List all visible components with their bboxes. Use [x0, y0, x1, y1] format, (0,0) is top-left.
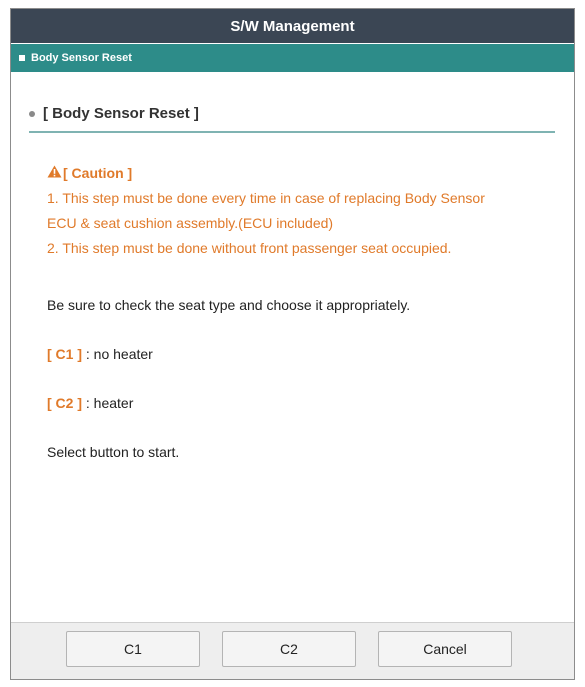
- sw-management-dialog: [10, 8, 575, 680]
- c2-description: [47, 395, 133, 411]
- caution-heading-label: [ Caution ]: [63, 165, 133, 181]
- caution-line-2: ECU & seat cushion assembly.(ECU included): [47, 215, 334, 231]
- caution-line-1: 1. This step must be done every time in case of replacing Body Sensor: [47, 190, 485, 206]
- c2-desc-text: : heater: [85, 395, 134, 411]
- start-instruction: Select button to start.: [47, 444, 180, 460]
- seat-type-instruction: Be sure to check the seat type and choose it appropriately.: [47, 297, 411, 313]
- section-title: [29, 105, 199, 122]
- section-divider: [29, 131, 555, 133]
- window-title: S/W Management: [11, 9, 574, 43]
- c1-description: [47, 346, 153, 362]
- c1-desc-text: : no heater: [85, 346, 153, 362]
- c2-button[interactable]: C2: [222, 631, 356, 667]
- square-icon: [19, 55, 25, 61]
- subtitle-bar: [11, 44, 574, 72]
- c1-button[interactable]: C1: [66, 631, 200, 667]
- cancel-button[interactable]: Cancel: [378, 631, 512, 667]
- button-bar: [11, 622, 574, 679]
- c2-code: [ C2 ]: [47, 395, 82, 411]
- caution-line-3: 2. This step must be done without front passenger seat occupied.: [47, 240, 452, 256]
- caution-block: [47, 161, 565, 261]
- section-title-label: [ Body Sensor Reset ]: [43, 105, 199, 122]
- warning-triangle-icon: [47, 161, 62, 186]
- bullet-icon: [29, 111, 35, 117]
- c1-code: [ C1 ]: [47, 346, 82, 362]
- caution-heading: [47, 161, 565, 186]
- subtitle-label: Body Sensor Reset: [31, 52, 132, 64]
